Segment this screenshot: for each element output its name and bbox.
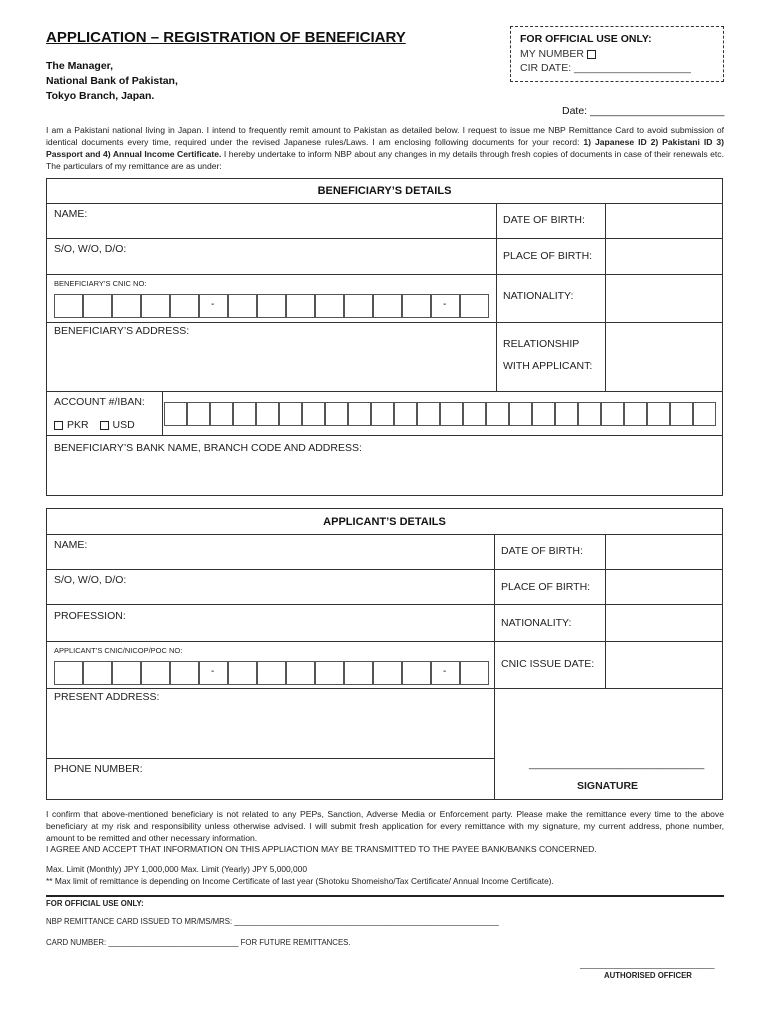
cnic-digit-box[interactable]	[257, 661, 286, 685]
my-number-checkbox[interactable]	[587, 50, 596, 59]
iban-char-box[interactable]	[532, 402, 555, 426]
applicant-dob-label: DATE OF BIRTH:	[501, 545, 583, 557]
cnic-digit-box[interactable]	[460, 661, 489, 685]
cnic-digit-box[interactable]	[344, 294, 373, 318]
intro-paragraph	[46, 124, 724, 172]
applicant-address-label: PRESENT ADDRESS:	[54, 691, 160, 703]
iban-char-box[interactable]	[693, 402, 716, 426]
cnic-digit-box[interactable]	[54, 294, 83, 318]
iban-char-box[interactable]	[164, 402, 187, 426]
cnic-digit-box[interactable]	[170, 661, 199, 685]
cnic-digit-box[interactable]	[286, 294, 315, 318]
cnic-digit-box[interactable]	[315, 661, 344, 685]
iban-char-box[interactable]	[371, 402, 394, 426]
usd-label: USD	[112, 419, 135, 431]
applicant-phone-label: PHONE NUMBER:	[54, 763, 143, 775]
date-field[interactable]: Date: _______________________	[562, 105, 725, 117]
applicant-section-title: APPLICANT’S DETAILS	[323, 516, 446, 528]
cnic-digit-box[interactable]	[286, 661, 315, 685]
cnic-digit-box[interactable]	[228, 661, 257, 685]
my-number-row	[520, 48, 714, 60]
cnic-digit-box[interactable]	[54, 661, 83, 685]
cnic-digit-box[interactable]	[141, 661, 170, 685]
pkr-label: PKR	[67, 419, 89, 431]
cnic-separator-box	[199, 661, 228, 685]
cnic-separator: -	[211, 666, 215, 677]
applicant-nationality-label: NATIONALITY:	[501, 617, 572, 629]
beneficiary-pob-label: PLACE OF BIRTH:	[503, 250, 593, 262]
agreement-statement: I AGREE AND ACCEPT THAT INFORMATION ON THIS APPLIACTION MAY BE TRANSMITTED TO THE PAYEE BANK/BANKS CONCERNED.	[46, 844, 597, 854]
form-title: APPLICATION – REGISTRATION OF BENEFICIARY	[46, 29, 406, 46]
cnic-digit-box[interactable]	[112, 661, 141, 685]
iban-char-box[interactable]	[394, 402, 417, 426]
iban-char-box[interactable]	[325, 402, 348, 426]
limit-text: Max. Limit (Monthly) JPY 1,000,000 Max. Limit (Yearly) JPY 5,000,000	[46, 864, 307, 874]
cnic-digit-box[interactable]	[402, 661, 431, 685]
relationship-label-2: WITH APPLICANT:	[503, 360, 593, 372]
applicant-so-label: S/O, W/O, D/O:	[54, 574, 127, 586]
signature-label: SIGNATURE	[577, 780, 639, 792]
iban-char-box[interactable]	[187, 402, 210, 426]
cnic-digit-box[interactable]	[83, 294, 112, 318]
iban-char-box[interactable]	[555, 402, 578, 426]
beneficiary-bank-label: BENEFICIARY’S BANK NAME, BRANCH CODE AND ADDRESS:	[54, 442, 362, 454]
cnic-digit-box[interactable]	[460, 294, 489, 318]
cnic-digit-box[interactable]	[344, 661, 373, 685]
cnic-separator-box	[199, 294, 228, 318]
account-iban-label: ACCOUNT #/IBAN:	[54, 396, 145, 408]
officer-signature-line[interactable]: _______________________________	[580, 960, 715, 969]
intro-part-1: I am a Pakistani national living in Japan. I intend to frequently remit amount to Pakistan as detailed below. I request to issue me NBP Remittance Card to avoid submission of identical documents every time, required under the revised Japanese rules/Laws. I am enclosing following documents for your record:	[46, 125, 724, 147]
beneficiary-cnic-label: BENEFICIARY’S CNIC NO:	[54, 279, 147, 288]
iban-char-box[interactable]	[348, 402, 371, 426]
applicant-profession-label: PROFESSION:	[54, 610, 126, 622]
cnic-digit-box[interactable]	[83, 661, 112, 685]
applicant-pob-label: PLACE OF BIRTH:	[501, 581, 591, 593]
cnic-separator: -	[443, 299, 447, 310]
currency-options	[54, 419, 135, 431]
declaration-paragraph: I confirm that above-mentioned beneficiary is not related to any PEPs, Sanction, Adverse Media or Enforcement party. Please make the remittance every time to the above beneficiary at my risk and responsibility unless otherwise advised. I will submit fresh application for every remittance with my signature, my current address, phone number, amount to be remitted and other necessary information.	[46, 809, 724, 843]
authorised-officer-label: AUTHORISED OFFICER	[604, 971, 692, 980]
intro-documents-list: 1) Japanese ID 2) Pakistani ID 3) Passport and 4) Annual Income Certificate.	[46, 137, 724, 159]
iban-char-box[interactable]	[256, 402, 279, 426]
cnic-separator: -	[443, 666, 447, 677]
cnic-digit-box[interactable]	[373, 294, 402, 318]
card-issued-field[interactable]: NBP REMITTANCE CARD ISSUED TO MR/MS/MRS: _____________________________________________________________	[46, 917, 499, 926]
cnic-separator: -	[211, 299, 215, 310]
iban-char-box[interactable]	[578, 402, 601, 426]
cnic-separator-box	[431, 661, 460, 685]
iban-char-box[interactable]	[417, 402, 440, 426]
official-box-title: FOR OFFICIAL USE ONLY:	[520, 33, 652, 45]
iban-char-box[interactable]	[486, 402, 509, 426]
cir-date-label[interactable]: CIR DATE: ____________________	[520, 62, 691, 74]
address-line-2: National Bank of Pakistan,	[46, 75, 178, 87]
iban-char-box[interactable]	[509, 402, 532, 426]
iban-char-box[interactable]	[647, 402, 670, 426]
beneficiary-section-title: BENEFICIARY’S DETAILS	[317, 185, 452, 197]
beneficiary-so-label: S/O, W/O, D/O:	[54, 243, 127, 255]
relationship-label-1: RELATIONSHIP	[503, 338, 580, 350]
cnic-digit-box[interactable]	[228, 294, 257, 318]
card-number-field[interactable]: CARD NUMBER: ______________________________ FOR FUTURE REMITTANCES.	[46, 938, 351, 947]
beneficiary-address-label: BENEFICIARY’S ADDRESS:	[54, 325, 190, 337]
cnic-digit-box[interactable]	[257, 294, 286, 318]
iban-char-box[interactable]	[302, 402, 325, 426]
iban-char-box[interactable]	[279, 402, 302, 426]
signature-line[interactable]: ______________________________	[529, 758, 705, 770]
my-number-label: MY NUMBER	[520, 48, 584, 60]
iban-char-box[interactable]	[440, 402, 463, 426]
applicant-cnic-label: APPLICANT’S CNIC/NICOP/POC NO:	[54, 646, 183, 655]
iban-char-box[interactable]	[210, 402, 233, 426]
beneficiary-name-label: NAME:	[54, 208, 88, 220]
iban-char-box[interactable]	[601, 402, 624, 426]
cnic-separator-box	[431, 294, 460, 318]
address-line-3: Tokyo Branch, Japan.	[46, 90, 155, 102]
iban-char-box[interactable]	[670, 402, 693, 426]
iban-char-box[interactable]	[233, 402, 256, 426]
cnic-digit-box[interactable]	[170, 294, 199, 318]
usd-checkbox[interactable]	[100, 421, 109, 430]
intro-part-2: I hereby undertake to inform NBP about any changes in my details through fresh copies of documents in case of their renewals etc. The particulars of my remittance are as under:	[46, 149, 724, 171]
address-line-1: The Manager,	[46, 60, 114, 72]
cnic-digit-box[interactable]	[112, 294, 141, 318]
beneficiary-nationality-label: NATIONALITY:	[503, 290, 574, 302]
iban-char-box[interactable]	[624, 402, 647, 426]
pkr-checkbox[interactable]	[54, 421, 63, 430]
cnic-digit-box[interactable]	[315, 294, 344, 318]
applicant-cnic-issue-label: CNIC ISSUE DATE:	[501, 658, 595, 670]
footer-official-title: FOR OFFICIAL USE ONLY:	[46, 899, 144, 908]
cnic-digit-box[interactable]	[141, 294, 170, 318]
official-use-box	[510, 26, 724, 82]
applicant-name-label: NAME:	[54, 539, 88, 551]
cnic-digit-box[interactable]	[402, 294, 431, 318]
cnic-digit-box[interactable]	[373, 661, 402, 685]
beneficiary-dob-label: DATE OF BIRTH:	[503, 214, 585, 226]
limit-note: ** Max limit of remittance is depending on Income Certificate of last year (Shotoku Shomeisho/Tax Certificate/ Annual Income Certificate).	[46, 876, 554, 886]
iban-char-box[interactable]	[463, 402, 486, 426]
